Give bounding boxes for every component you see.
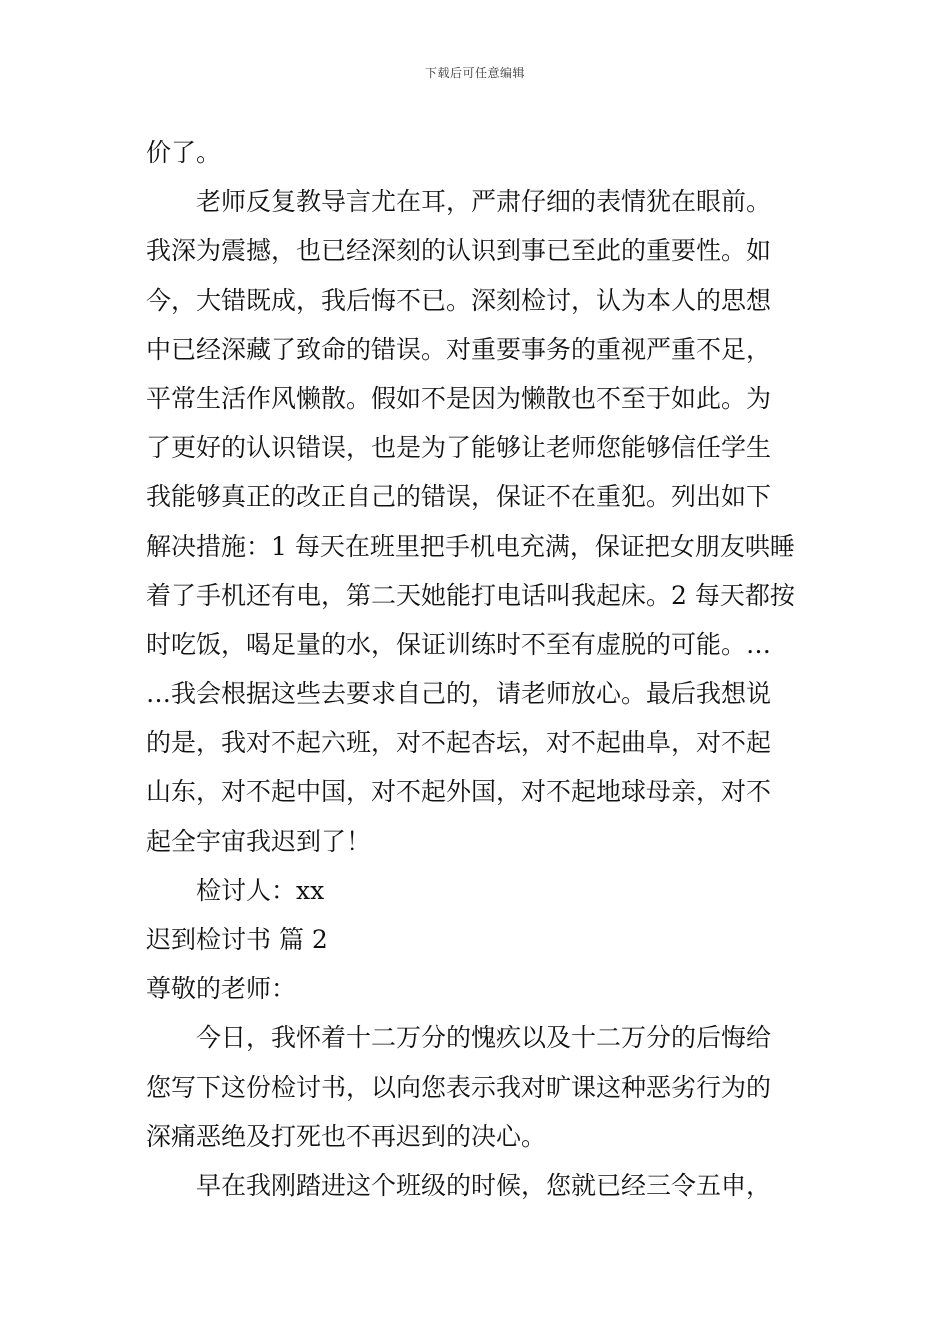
text-line: 深痛恶绝及打死也不再迟到的决心。	[146, 1121, 547, 1151]
text-line: 中已经深藏了致命的错误。对重要事务的重视严重不足，	[146, 334, 772, 364]
document-body	[146, 128, 808, 1210]
text-line: 您写下这份检讨书，以向您表示我对旷课这种恶劣行为的	[146, 1072, 772, 1102]
text-line: 检讨人：xx	[196, 875, 325, 905]
text-line: 解决措施：1 每天在班里把手机电充满，保证把女朋友哄睡	[146, 531, 795, 561]
text-line: 时吃饭，喝足量的水，保证训练时不至有虚脱的可能。…	[146, 629, 772, 659]
text-line: 山东，对不起中国，对不起外国，对不起地球母亲，对不	[146, 777, 772, 807]
text-line: 今日，我怀着十二万分的愧疚以及十二万分的后悔给	[196, 1023, 772, 1053]
text-line: 我深为震撼，也已经深刻的认识到事已至此的重要性。如	[146, 236, 772, 266]
text-line: 早在我刚踏进这个班级的时候，您就已经三令五申，	[196, 1170, 772, 1200]
text-line: …我会根据这些去要求自己的，请老师放心。最后我想说	[146, 679, 772, 709]
text-line: 着了手机还有电，第二天她能打电话叫我起床。2 每天都按	[146, 580, 795, 610]
text-line: 老师反复教导言尤在耳，严肃仔细的表情犹在眼前。	[196, 187, 772, 217]
text-line: 价了。	[146, 138, 222, 167]
page-header: 下载后可任意编辑	[424, 66, 525, 80]
text-line: 平常生活作风懒散。假如不是因为懒散也不至于如此。为	[146, 383, 772, 413]
text-line: 起全宇宙我迟到了！	[146, 826, 372, 856]
text-line: 了更好的认识错误，也是为了能够让老师您能够信任学生	[146, 433, 772, 463]
text-line: 的是，我对不起六班，对不起杏坛，对不起曲阜，对不起	[146, 728, 772, 758]
text-line: 今，大错既成，我后悔不已。深刻检讨，认为本人的思想	[146, 285, 772, 315]
text-line: 我能够真正的改正自己的错误，保证不在重犯。列出如下	[146, 482, 772, 512]
text-line: 迟到检讨书 篇 2	[146, 925, 328, 954]
text-line: 尊敬的老师：	[146, 974, 297, 1004]
